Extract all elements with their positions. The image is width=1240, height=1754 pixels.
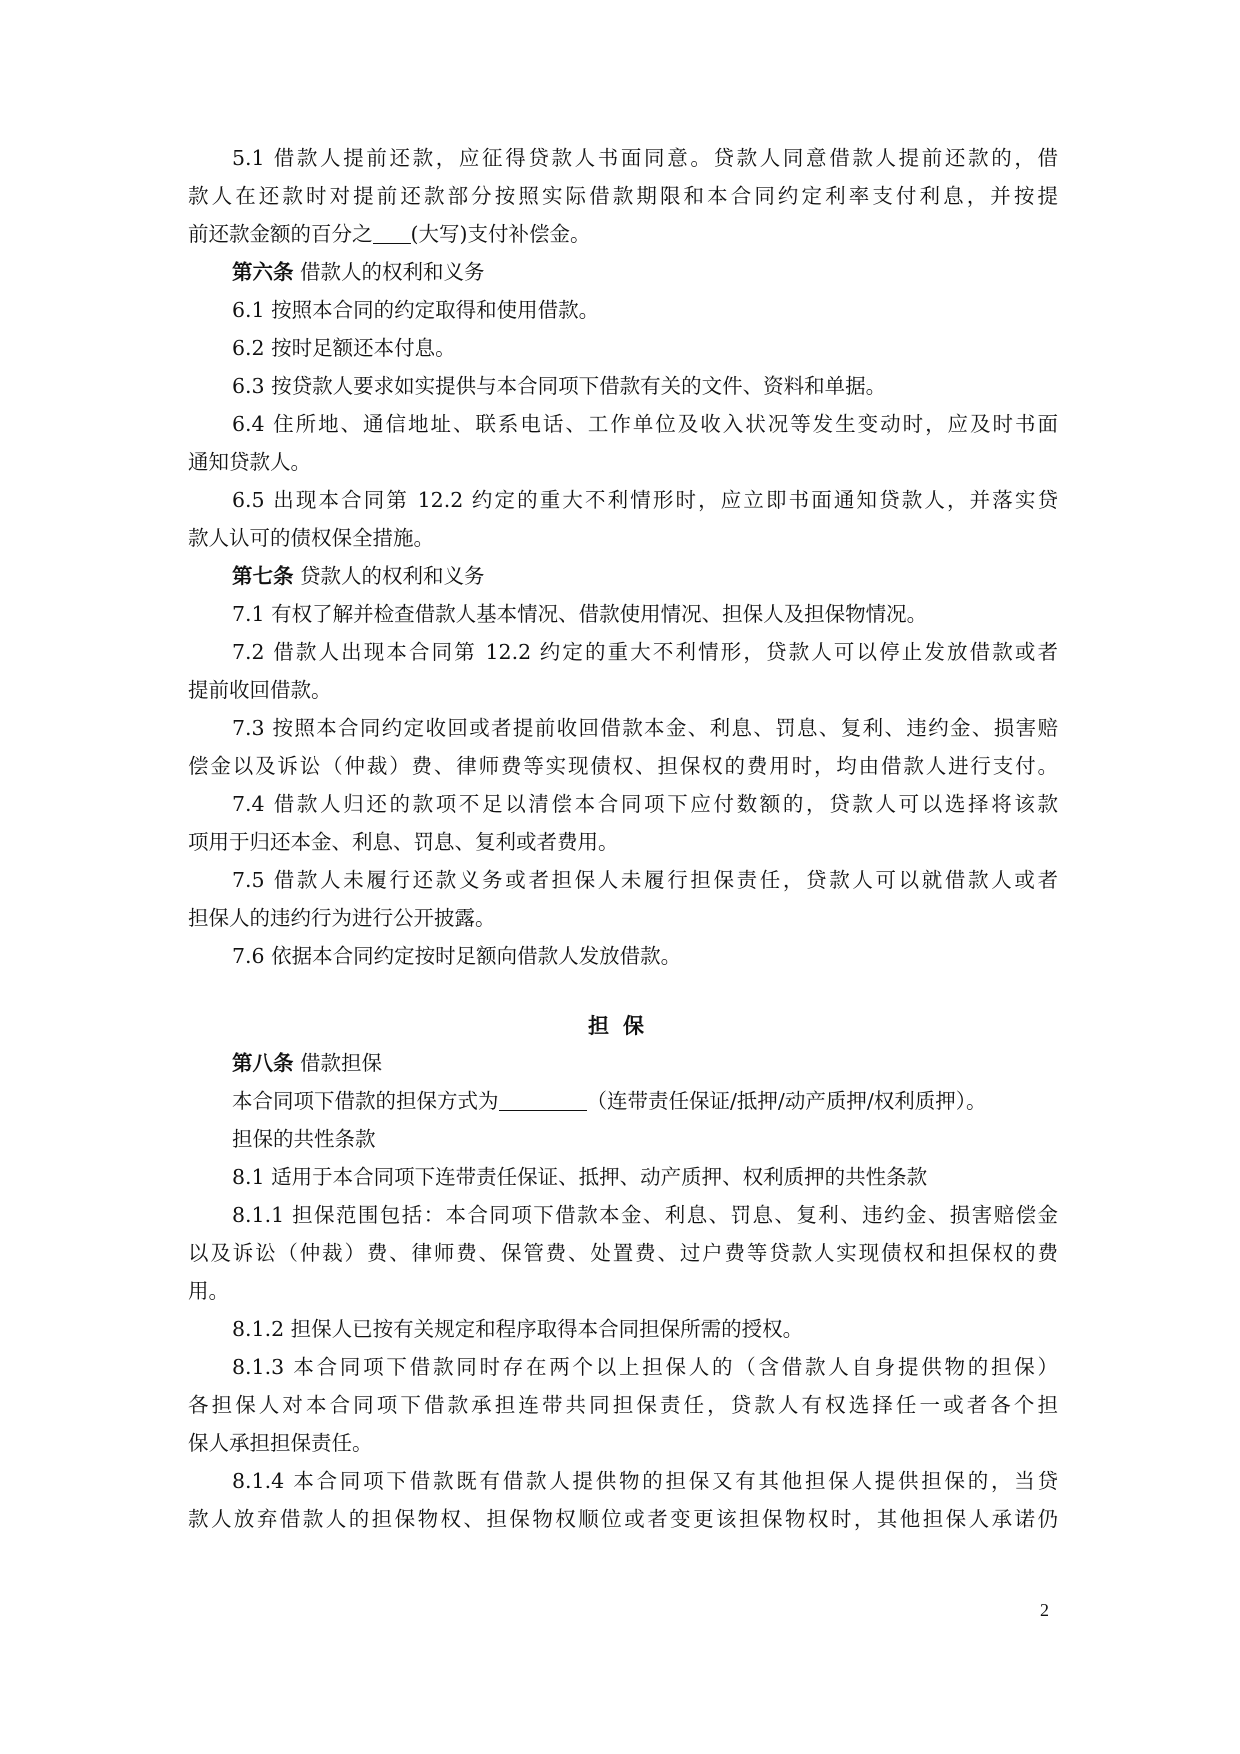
clause-7-3-line-2: 偿金以及诉讼（仲裁）费、律师费等实现债权、担保权的费用时，均由借款人进行支付。 bbox=[188, 754, 1058, 778]
clause-8-1-1-line-2: 以及诉讼（仲裁）费、律师费、保管费、处置费、过户费等贷款人实现债权和担保权的费 bbox=[188, 1241, 1058, 1265]
clause-7-2-line-1: 7.2 借款人出现本合同第 12.2 约定的重大不利情形，贷款人可以停止发放借款或者 bbox=[232, 640, 1058, 664]
article-8-title: 借款担保 bbox=[300, 1051, 383, 1075]
clause-6-1: 6.1 按照本合同的约定取得和使用借款。 bbox=[232, 298, 600, 322]
article-7-number: 第七条 bbox=[232, 564, 294, 588]
article-8-number: 第八条 bbox=[232, 1051, 294, 1075]
clause-6-4-line-2: 通知贷款人。 bbox=[188, 450, 311, 474]
article-6-title: 借款人的权利和义务 bbox=[300, 260, 485, 284]
clause-8-1: 8.1 适用于本合同项下连带责任保证、抵押、动产质押、权利质押的共性条款 bbox=[232, 1165, 928, 1189]
clause-8-1-1-line-3: 用。 bbox=[188, 1279, 229, 1303]
clause-6-2: 6.2 按时足额还本付息。 bbox=[232, 336, 456, 360]
guarantee-method-line bbox=[232, 1091, 986, 1112]
clause-5-1-text-a: 前还款金额的百分之 bbox=[188, 222, 373, 246]
clause-5-1-line-1: 5.1 借款人提前还款，应征得贷款人书面同意。贷款人同意借款人提前还款的，借 bbox=[232, 146, 1058, 170]
guarantee-method-text-b: （连带责任保证/抵押/动产质押/权利质押）。 bbox=[586, 1089, 987, 1113]
clause-8-1-4-line-1: 8.1.4 本合同项下借款既有借款人提供物的担保又有其他担保人提供担保的，当贷 bbox=[232, 1469, 1058, 1493]
percentage-blank bbox=[373, 225, 411, 244]
clause-6-4-line-1: 6.4 住所地、通信地址、联系电话、工作单位及收入状况等发生变动时，应及时书面 bbox=[232, 412, 1058, 436]
clause-6-5-line-1: 6.5 出现本合同第 12.2 约定的重大不利情形时，应立即书面通知贷款人，并落实贷 bbox=[232, 488, 1058, 512]
article-7-title: 贷款人的权利和义务 bbox=[300, 564, 485, 588]
clause-8-1-3-line-3: 保人承担担保责任。 bbox=[188, 1431, 373, 1455]
clause-8-1-3-line-2: 各担保人对本合同项下借款承担连带共同担保责任，贷款人有权选择任一或者各个担 bbox=[188, 1393, 1058, 1417]
clause-8-1-2: 8.1.2 担保人已按有关规定和程序取得本合同担保所需的授权。 bbox=[232, 1317, 804, 1341]
clause-7-3-line-1: 7.3 按照本合同约定收回或者提前收回借款本金、利息、罚息、复利、违约金、损害赔 bbox=[232, 716, 1058, 740]
page-number: 2 bbox=[1040, 1600, 1049, 1620]
clause-8-1-1-line-1: 8.1.1 担保范围包括：本合同项下借款本金、利息、罚息、复利、违约金、损害赔偿金 bbox=[232, 1203, 1058, 1227]
clause-6-5-line-2: 款人认可的债权保全措施。 bbox=[188, 526, 434, 550]
guarantee-method-blank bbox=[499, 1092, 587, 1111]
article-8-heading bbox=[232, 1053, 382, 1074]
clause-7-5-line-1: 7.5 借款人未履行还款义务或者担保人未履行担保责任，贷款人可以就借款人或者 bbox=[232, 868, 1058, 892]
clause-7-2-line-2: 提前收回借款。 bbox=[188, 678, 332, 702]
clause-7-5-line-2: 担保人的违约行为进行公开披露。 bbox=[188, 906, 496, 930]
clause-5-1-line-3 bbox=[188, 224, 591, 245]
clause-7-4-line-2: 项用于归还本金、利息、罚息、复利或者费用。 bbox=[188, 830, 619, 854]
clause-7-1: 7.1 有权了解并检查借款人基本情况、借款使用情况、担保人及担保物情况。 bbox=[232, 602, 928, 626]
clause-8-1-3-line-1: 8.1.3 本合同项下借款同时存在两个以上担保人的（含借款人自身提供物的担保） bbox=[232, 1355, 1058, 1379]
common-terms-title: 担保的共性条款 bbox=[232, 1127, 376, 1151]
clause-7-6: 7.6 依据本合同约定按时足额向借款人发放借款。 bbox=[232, 944, 682, 968]
guarantee-method-text-a: 本合同项下借款的担保方式为 bbox=[232, 1089, 499, 1113]
clause-8-1-4-line-2: 款人放弃借款人的担保物权、担保物权顺位或者变更该担保物权时，其他担保人承诺仍 bbox=[188, 1507, 1058, 1531]
section-title-guarantee: 担保 bbox=[588, 1013, 658, 1038]
clause-5-1-text-b: (大写)支付补偿金。 bbox=[410, 222, 591, 246]
clause-6-3: 6.3 按贷款人要求如实提供与本合同项下借款有关的文件、资料和单据。 bbox=[232, 374, 887, 398]
article-7-heading bbox=[232, 566, 485, 587]
article-6-heading bbox=[232, 262, 485, 283]
clause-5-1-line-2: 款人在还款时对提前还款部分按照实际借款期限和本合同约定利率支付利息，并按提 bbox=[188, 184, 1058, 208]
article-6-number: 第六条 bbox=[232, 260, 294, 284]
clause-7-4-line-1: 7.4 借款人归还的款项不足以清偿本合同项下应付数额的，贷款人可以选择将该款 bbox=[232, 792, 1058, 816]
